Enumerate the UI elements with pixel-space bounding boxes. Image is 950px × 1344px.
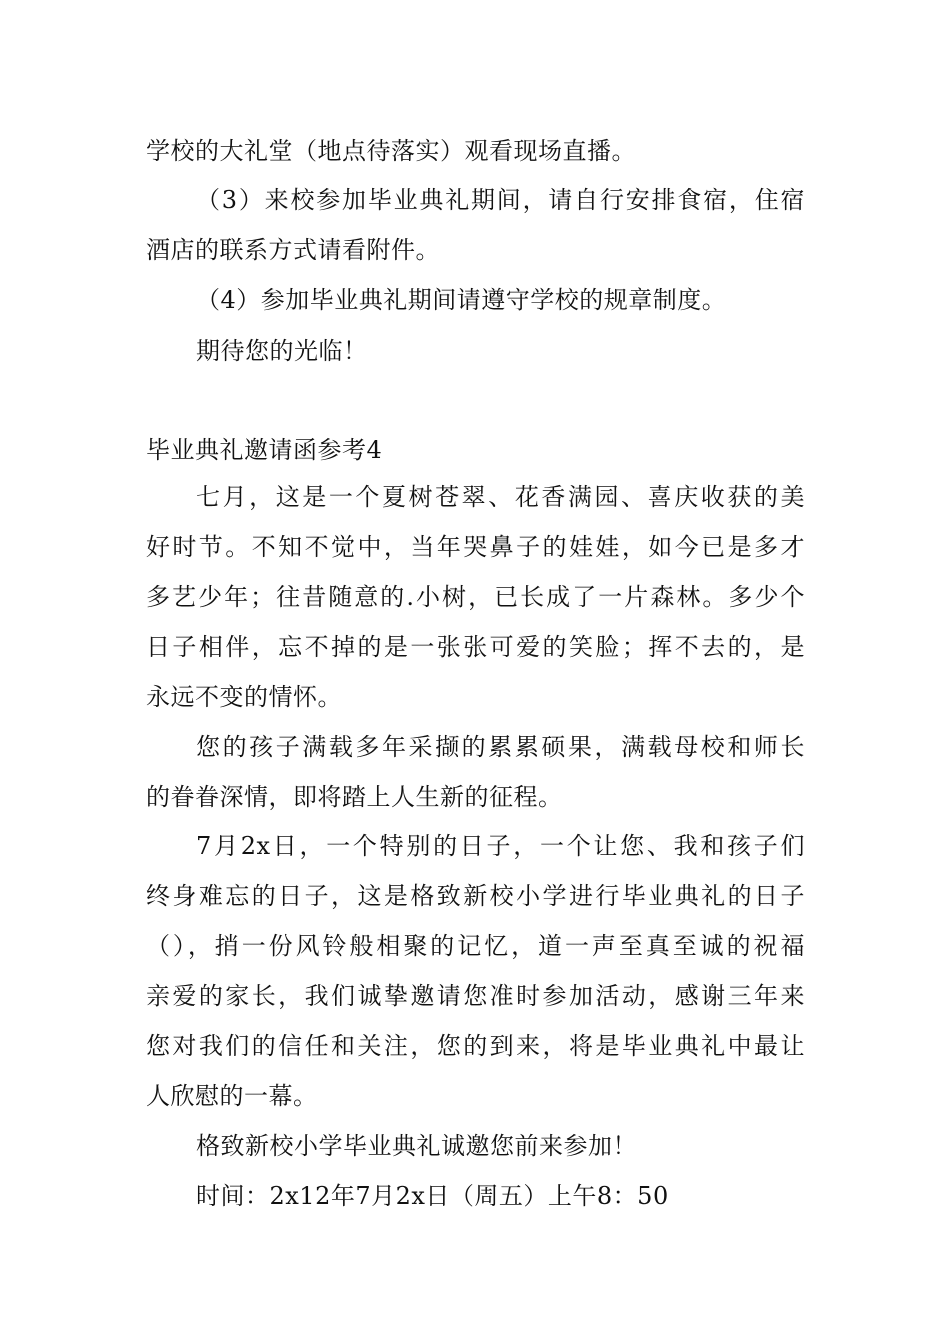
text-line-16: （），捎一份风铃般相聚的记忆，道一声至真至诚的祝福 xyxy=(146,932,805,960)
text-line-17: 亲爱的家长，我们诚挚邀请您准时参加活动，感谢三年来 xyxy=(146,982,805,1010)
text-line-18: 您对我们的信任和关注，您的到来，将是毕业典礼中最让 xyxy=(146,1032,805,1060)
text-line-20: 格致新校小学毕业典礼诚邀您前来参加！ xyxy=(196,1132,637,1160)
section-heading: 毕业典礼邀请函参考4 xyxy=(146,436,383,464)
text-line-13: 的眷眷深情，即将踏上人生新的征程。 xyxy=(146,783,563,811)
text-line-11: 永远不变的情怀。 xyxy=(146,683,342,711)
text-line-19: 人欣慰的一幕。 xyxy=(146,1082,318,1110)
text-line-8: 好时节。不知不觉中，当年哭鼻子的娃娃，如今已是多才 xyxy=(146,533,805,561)
text-line-4: （4）参加毕业典礼期间请遵守学校的规章制度。 xyxy=(196,286,727,314)
text-line-10: 日子相伴，忘不掉的是一张张可爱的笑脸；挥不去的，是 xyxy=(146,633,805,661)
text-line-14: 7月2x日，一个特别的日子，一个让您、我和孩子们 xyxy=(196,832,805,860)
text-line-2: （3）来校参加毕业典礼期间，请自行安排食宿，住宿 xyxy=(196,186,805,214)
text-line-1: 学校的大礼堂（地点待落实）观看现场直播。 xyxy=(146,137,636,165)
text-line-12: 您的孩子满载多年采撷的累累硕果，满载母校和师长 xyxy=(196,733,805,761)
text-line-7: 七月，这是一个夏树苍翠、花香满园、喜庆收获的美 xyxy=(196,483,805,511)
text-line-3: 酒店的联系方式请看附件。 xyxy=(146,236,440,264)
text-line-21: 时间：2x12年7月2x日（周五）上午8：50 xyxy=(196,1182,669,1210)
text-line-15: 终身难忘的日子，这是格致新校小学进行毕业典礼的日子 xyxy=(146,882,805,910)
text-line-9: 多艺少年；往昔随意的.小树，已长成了一片森林。多少个 xyxy=(146,583,805,611)
text-line-5: 期待您的光临！ xyxy=(196,337,368,365)
